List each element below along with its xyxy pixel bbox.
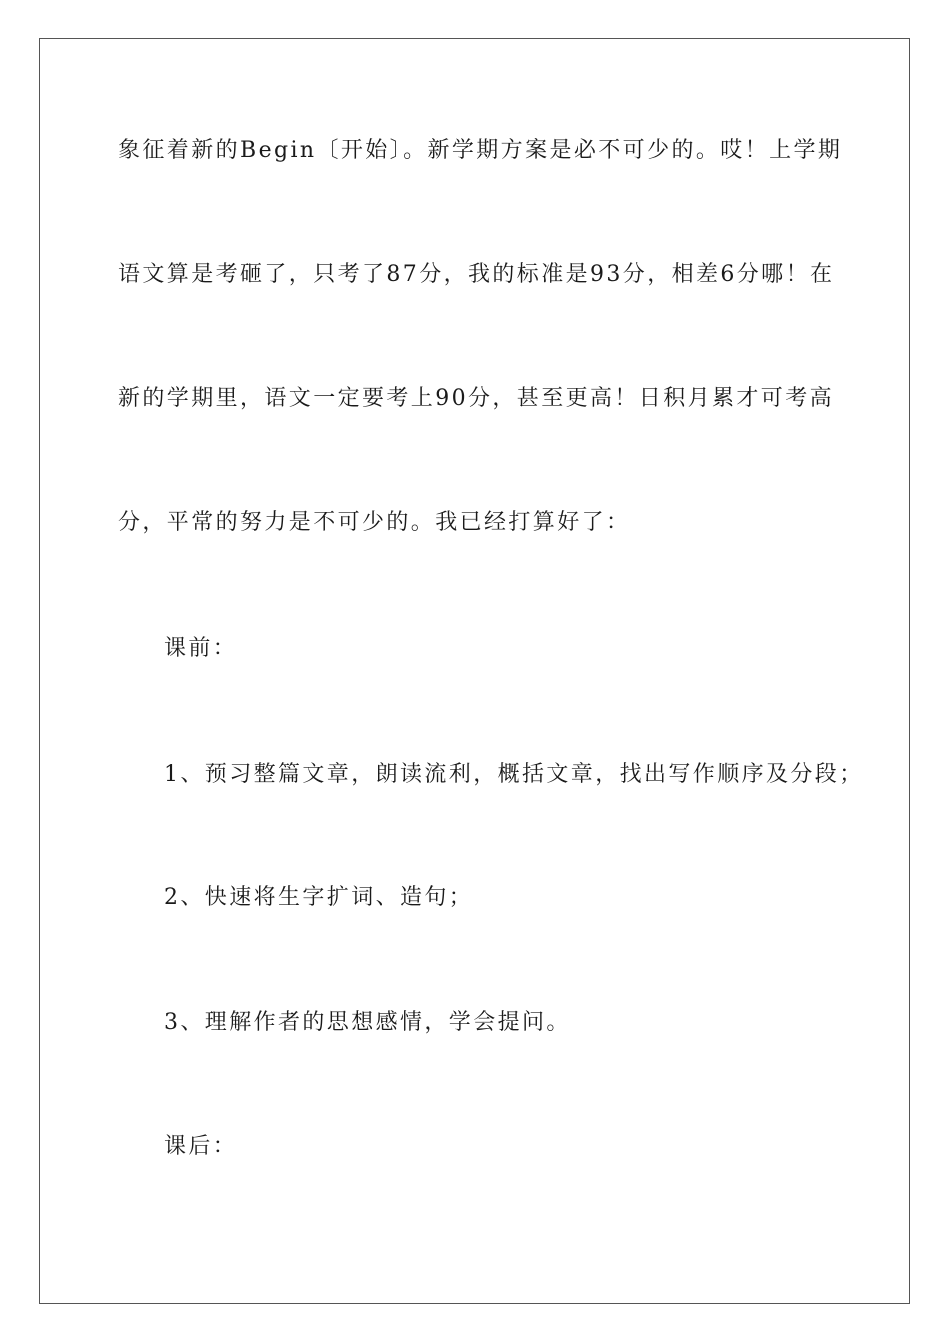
before-class-item-2: 2、快速将生字扩词、造句；: [164, 885, 474, 910]
page-border: [39, 38, 910, 1304]
paragraph-line-2: 语文算是考砸了，只考了87分，我的标准是93分，相差6分哪！在: [118, 262, 835, 287]
after-class-heading: 课后：: [164, 1134, 238, 1159]
before-class-item-1: 1、预习整篇文章，朗读流利，概括文章，找出写作顺序及分段；: [164, 762, 864, 787]
paragraph-line-4: 分，平常的努力是不可少的。我已经打算好了：: [118, 510, 631, 535]
paragraph-line-3: 新的学期里，语文一定要考上90分，甚至更高！日积月累才可考高: [118, 386, 834, 411]
before-class-heading: 课前：: [164, 636, 238, 661]
before-class-item-3: 3、理解作者的思想感情，学会提问。: [164, 1010, 571, 1035]
paragraph-line-1: 象征着新的Begin〔开始〕。新学期方案是必不可少的。哎！上学期: [118, 138, 843, 163]
